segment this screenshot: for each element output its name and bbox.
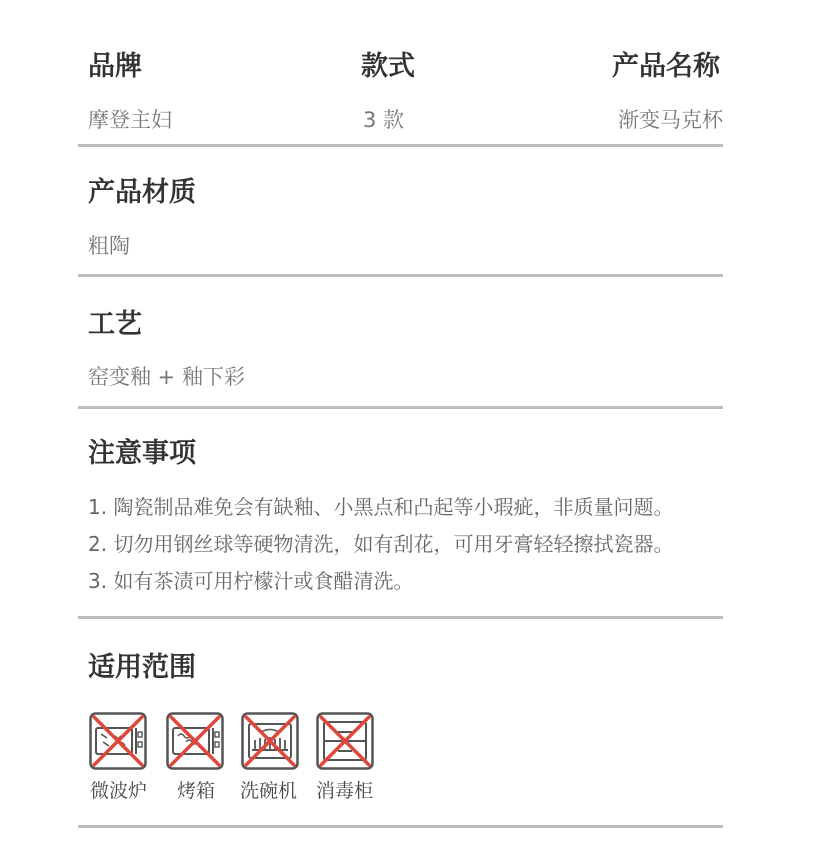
brand-value: 摩登主妇	[88, 108, 172, 132]
divider	[78, 274, 723, 277]
divider	[78, 144, 723, 147]
style-label: 款式	[361, 51, 415, 82]
notes-label: 注意事项	[88, 438, 196, 469]
product-name-value: 渐变马克杯	[618, 108, 723, 132]
product-name-label: 产品名称	[612, 51, 720, 82]
usage-label: 适用范围	[88, 652, 196, 683]
craft-label: 工艺	[88, 309, 142, 340]
divider	[78, 406, 723, 409]
dishwasher-label: 洗碗机	[240, 780, 298, 802]
dishwasher-icon	[241, 712, 299, 770]
material-label: 产品材质	[88, 177, 196, 208]
sterilizer-label: 消毒柜	[316, 780, 374, 802]
material-value: 粗陶	[88, 234, 130, 258]
note-item: 2. 切勿用钢丝球等硬物清洗，如有刮花，可用牙膏轻轻擦拭瓷器。	[88, 532, 674, 556]
oven-icon	[166, 712, 224, 770]
note-item: 1. 陶瓷制品难免会有缺釉、小黑点和凸起等小瑕疵，非质量问题。	[88, 495, 674, 519]
microwave-icon	[89, 712, 147, 770]
brand-label: 品牌	[88, 51, 142, 82]
sterilizer-icon	[316, 712, 374, 770]
divider	[78, 616, 723, 619]
oven-label: 烤箱	[177, 780, 216, 802]
divider	[78, 825, 723, 828]
microwave-label: 微波炉	[90, 780, 148, 802]
style-value: 3 款	[363, 108, 405, 132]
note-item: 3. 如有茶渍可用柠檬汁或食醋清洗。	[88, 569, 414, 593]
craft-value: 窑变釉 + 釉下彩	[88, 365, 245, 389]
